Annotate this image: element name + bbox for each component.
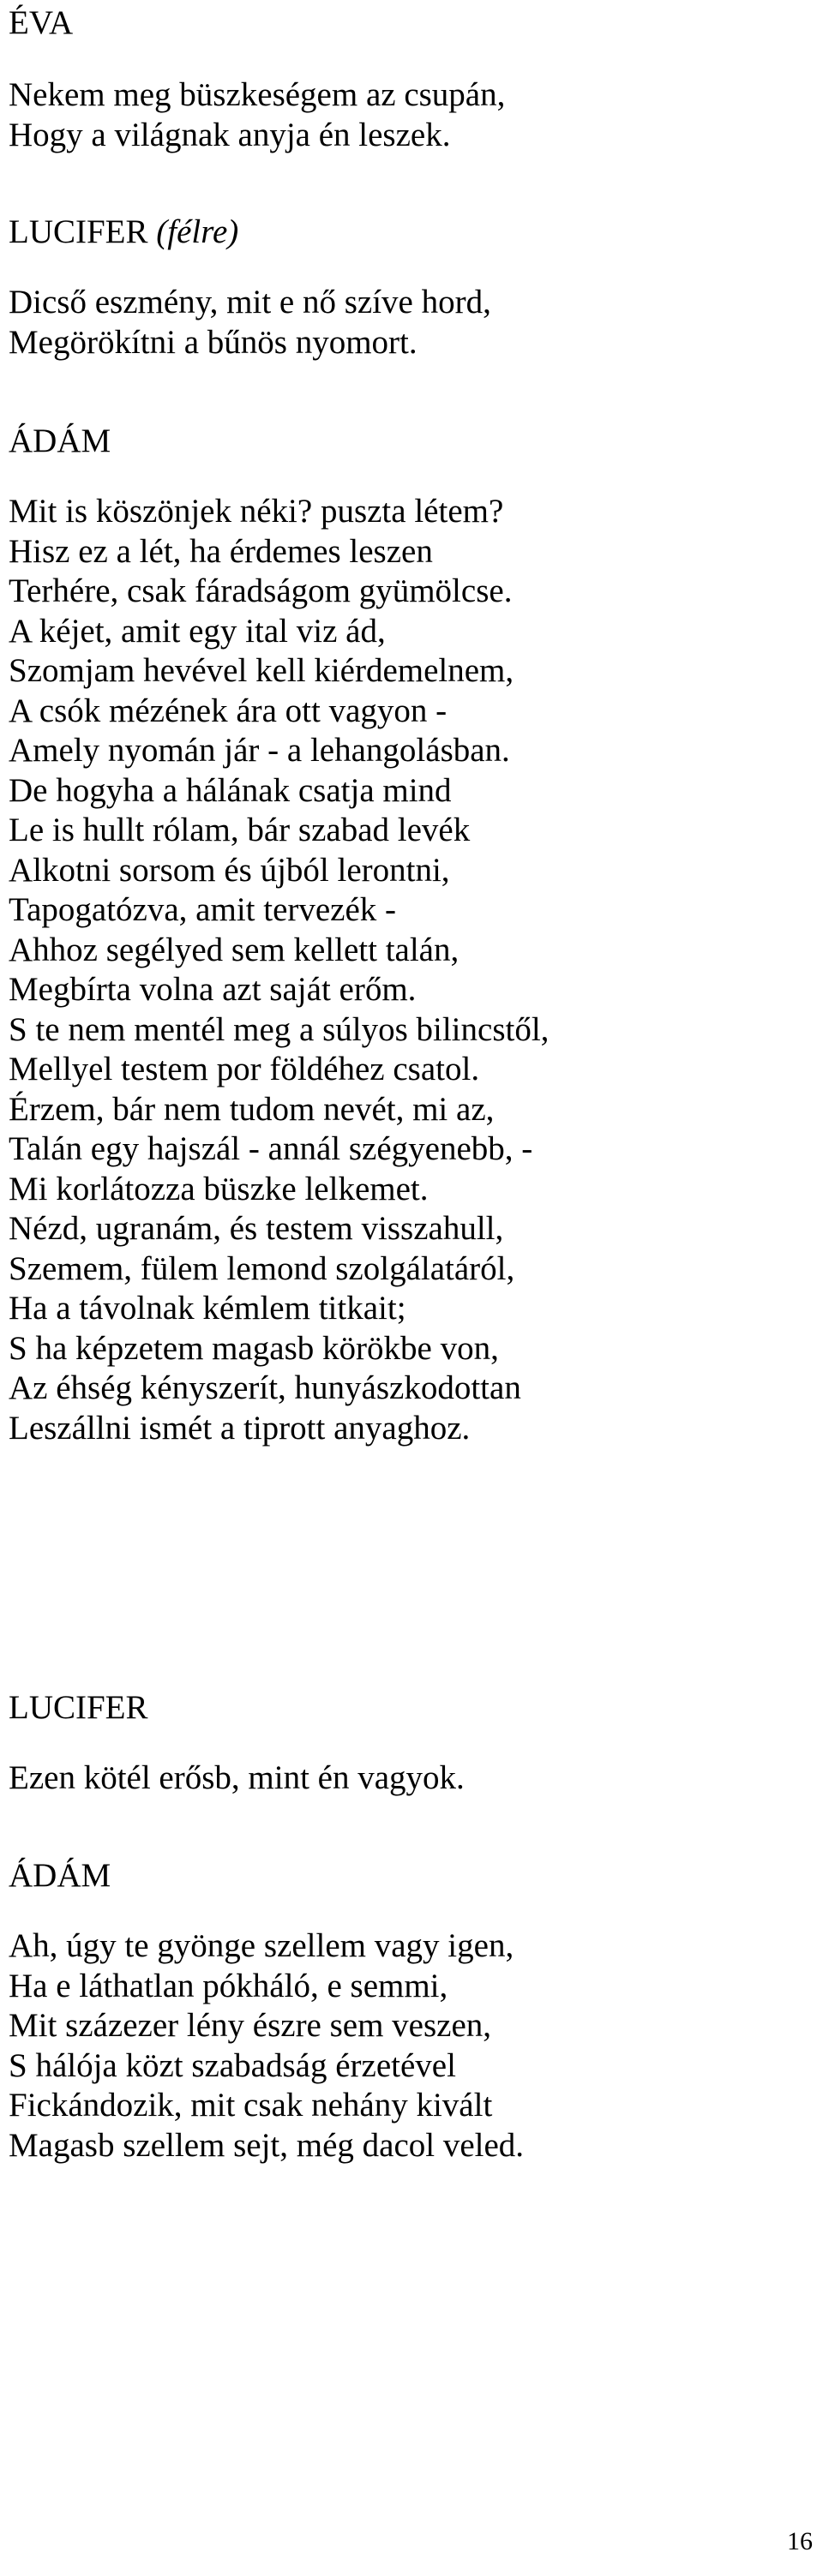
speaker-name bbox=[9, 1688, 465, 1728]
verse-line: S ha képzetem magasb körökbe von, bbox=[9, 1329, 499, 1367]
verse-line: De hogyha a hálának csatja mind bbox=[9, 771, 452, 809]
speech-lucifer-aside bbox=[9, 213, 491, 362]
verse-line: Tapogatózva, amit tervezék - bbox=[9, 891, 397, 928]
verse-line: A kéjet, amit egy ital viz ád, bbox=[9, 612, 386, 650]
verse-line: Dicső eszmény, mit e nő szíve hord, bbox=[9, 284, 491, 321]
verse-line: Ahhoz segélyed sem kellett talán, bbox=[9, 931, 460, 968]
stage-direction: (félre) bbox=[156, 213, 239, 250]
verse-line: Hogy a világnak anyja én leszek. bbox=[9, 116, 451, 153]
verse-line: Fickándozik, mit csak nehány kivált bbox=[9, 2087, 493, 2124]
verse-line: Terhére, csak fáradságom gyümölcse. bbox=[9, 572, 513, 609]
speech-lucifer bbox=[9, 1688, 465, 1799]
verse-line: Ha e láthatlan pókháló, e semmi, bbox=[9, 1967, 448, 2004]
verse-line: Ah, úgy te gyönge szellem vagy igen, bbox=[9, 1927, 514, 1964]
verse-line: Ezen kötél erősb, mint én vagyok. bbox=[9, 1759, 465, 1796]
verse-line: S hálója közt szabadság érzetével bbox=[9, 2046, 456, 2084]
verse-line: A csók mézének ára ott vagyon - bbox=[9, 692, 448, 729]
verse-line: Megörökítni a bűnös nyomort. bbox=[9, 323, 418, 361]
speaker-name bbox=[9, 422, 549, 461]
speech-adam-2 bbox=[9, 1856, 524, 2166]
verse-line: Le is hullt rólam, bár szabad levék bbox=[9, 812, 471, 848]
verse-line: Amely nyomán jár - a lehangolásban. bbox=[9, 732, 510, 769]
verse-line: Magasb szellem sejt, még dacol veled. bbox=[9, 2126, 525, 2164]
speaker-name bbox=[9, 1856, 524, 1896]
page-number: 16 bbox=[787, 2527, 813, 2555]
verse-line: Ha a távolnak kémlem titkait; bbox=[9, 1290, 406, 1327]
verse-line: Talán egy hajszál - annál szégyenebb, - bbox=[9, 1130, 533, 1167]
verse-line: Leszállni ismét a tiprott anyaghoz. bbox=[9, 1409, 471, 1447]
verse-lines bbox=[9, 1926, 524, 2166]
speaker-label: ÉVA bbox=[9, 4, 74, 41]
speaker-label: LUCIFER bbox=[9, 213, 148, 250]
verse-line: Szomjam hevével kell kiérdemelnem, bbox=[9, 652, 514, 689]
verse-line: Az éhség kényszerít, hunyászkodottan bbox=[9, 1369, 521, 1406]
verse-lines bbox=[9, 1758, 465, 1799]
verse-line: Hisz ez a lét, ha érdemes leszen bbox=[9, 532, 433, 570]
verse-line: Mi korlátozza büszke lelkemet. bbox=[9, 1170, 429, 1207]
verse-line: Mellyel testem por földéhez csatol. bbox=[9, 1051, 480, 1087]
speaker-name bbox=[9, 213, 491, 252]
speaker-label: LUCIFER bbox=[9, 1689, 148, 1726]
verse-line: Érzem, bár nem tudom nevét, mi az, bbox=[9, 1090, 495, 1128]
verse-line: Nekem meg büszkeségem az csupán, bbox=[9, 76, 506, 113]
speech-eva bbox=[9, 3, 505, 155]
speaker-name bbox=[9, 3, 505, 43]
verse-line: S te nem mentél meg a súlyos bilincstől, bbox=[9, 1010, 550, 1048]
verse-line: Megbírta volna azt saját erőm. bbox=[9, 971, 417, 1008]
verse-line: Mit is köszönjek néki? puszta létem? bbox=[9, 493, 504, 530]
verse-line: Nézd, ugranám, és testem visszahull, bbox=[9, 1210, 504, 1247]
verse-lines bbox=[9, 283, 491, 362]
speaker-label: ÁDÁM bbox=[9, 422, 111, 459]
verse-lines bbox=[9, 75, 505, 155]
verse-line: Szemem, fülem lemond szolgálatáról, bbox=[9, 1249, 515, 1287]
verse-line: Mit százezer lény észre sem veszen, bbox=[9, 2007, 492, 2044]
speaker-label: ÁDÁM bbox=[9, 1857, 111, 1894]
speech-adam-1 bbox=[9, 422, 549, 1448]
verse-lines bbox=[9, 492, 549, 1448]
verse-line: Alkotni sorsom és újból lerontni, bbox=[9, 851, 450, 889]
